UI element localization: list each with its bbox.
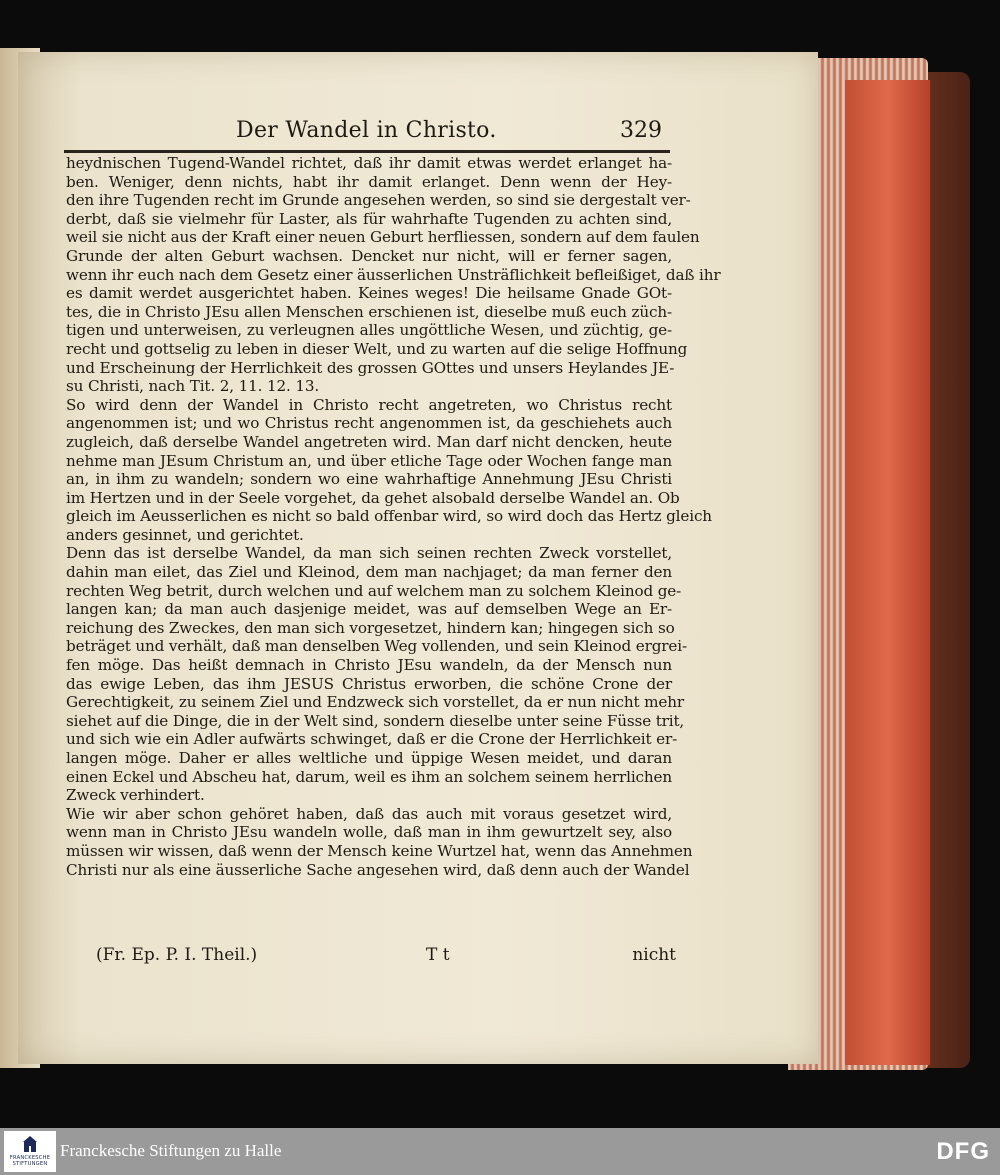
text-line: wenn ihr euch nach dem Gesetz einer äusserlichen Unsträflichkeit befleißiget, daß ihr [66, 265, 721, 284]
page-header [236, 118, 676, 152]
text-line: langen möge. Daher er alles weltliche und üppige Wesen meidet, und daran [66, 749, 672, 767]
text-line: angenommen ist; und wo Christus recht angenommen ist, da geschiehets auch [66, 414, 672, 433]
text-line: einen Eckel und Abscheu hat, darum, weil es ihm an solchem seinem herrlichen [66, 767, 672, 786]
text-line: müssen wir wissen, daß wenn der Mensch keine Wurtzel hat, wenn das Annehmen [66, 841, 693, 860]
signature-line: (Fr. Ep. P. I. Theil.) [96, 945, 258, 965]
text-line: tigen und unterweisen, zu verleugnen alles ungöttliche Wesen, und züchtig, ge- [66, 321, 672, 340]
text-line: wenn man in Christo JEsu wandeln wolle, daß man in ihm gewurtzelt sey, also [66, 823, 672, 842]
red-page-edges [845, 80, 930, 1065]
text-line: ben. Weniger, denn nichts, habt ihr damit erlanget. Denn wenn der Hey- [66, 172, 672, 191]
page-footer [96, 945, 676, 969]
text-line: anders gesinnet, und gerichtet. [66, 525, 304, 544]
catchword: nicht [632, 945, 676, 965]
text-line: dahin man eilet, das Ziel und Kleinod, dem man nachjaget; da man ferner den [66, 563, 672, 582]
text-line: den ihre Tugenden recht im Grunde angesehen werden, so sind sie dergestalt ver- [66, 191, 691, 210]
text-line: Wie wir aber schon gehöret haben, daß das auch mit voraus gesetzet wird, [66, 804, 672, 823]
text-line: langen kan; da man auch dasjenige meidet, was auf demselben Wege an Er- [66, 600, 672, 619]
text-line: es damit werdet ausgerichtet haben. Keines weges! Die heilsame Gnade GOt- [66, 284, 672, 303]
text-line: derbt, daß sie vielmehr für Laster, als für wahrhafte Tugenden zu achten sind, [66, 209, 672, 228]
text-line: heydnischen Tugend-Wandel richtet, daß ihr damit etwas werdet erlanget ha- [66, 154, 672, 172]
text-line: fen möge. Das heißt demnach in Christo JEsu wandeln, da der Mensch nun [66, 656, 672, 675]
text-line: Zweck verhindert. [66, 786, 205, 805]
sheet-mark: T t [426, 945, 450, 965]
text-line: Denn das ist derselbe Wandel, da man sich seinen rechten Zweck vorstellet, [66, 544, 672, 563]
dfg-logo[interactable]: DFG [936, 1138, 990, 1165]
text-line: beträget und verhält, daß man denselben Weg vollenden, und sein Kleinod ergrei- [66, 637, 687, 656]
text-line: gleich im Aeusserlichen es nicht so bald offenbar wird, so wird doch das Hertz gleich [66, 507, 712, 526]
text-line: an, in ihm zu wandeln; sondern wo eine wahrhaftige Annehmung JEsu Christi [66, 470, 672, 489]
text-line: zugleich, daß derselbe Wandel angetreten wird. Man darf nicht dencken, heute [66, 432, 672, 451]
text-line: rechten Weg betrit, durch welchen und auf welchem man zu solchem Kleinod ge- [66, 581, 682, 600]
text-line: recht und gottselig zu leben in dieser Welt, und zu warten auf die selige Hoffnung [66, 339, 688, 358]
text-line: Christi nur als eine äusserliche Sache angesehen wird, daß denn auch der Wandel [66, 860, 690, 879]
text-line: reichung des Zweckes, den man sich vorgesetzet, hindern kan; hingegen sich so [66, 618, 675, 637]
text-line: siehet auf die Dinge, die in der Welt sind, sondern dieselbe unter seine Füsse trit, [66, 711, 685, 730]
institution-logo[interactable] [4, 1131, 56, 1172]
institution-name[interactable]: Franckesche Stiftungen zu Halle [60, 1141, 282, 1160]
text-line: und Erscheinung der Herrlichkeit des grossen GOttes und unsers Heylandes JE- [66, 358, 675, 377]
text-line: su Christi, nach Tit. 2, 11. 12. 13. [66, 377, 320, 396]
text-line: Grunde der alten Geburt wachsen. Dencket nur nicht, will er ferner sagen, [66, 246, 672, 265]
text-line: So wird denn der Wandel in Christo recht angetreten, wo Christus recht [66, 395, 672, 414]
text-line: und sich wie ein Adler aufwärts schwinget, daß er die Crone der Herrlichkeit er- [66, 730, 678, 749]
page-number: 329 [620, 118, 662, 143]
header-rule [64, 150, 670, 153]
text-line: im Hertzen und in der Seele vorgehet, da gehet alsobald derselbe Wandel an. Ob [66, 488, 680, 507]
body-text [66, 154, 721, 879]
logo-text: FRANCKESCHE STIFTUNGEN [9, 1155, 51, 1167]
viewer-bottom-bar [0, 1128, 1000, 1175]
building-icon [22, 1135, 38, 1153]
text-line: Gerechtigkeit, zu seinem Ziel und Endzweck sich vorstellet, da er nun nicht mehr [66, 693, 684, 712]
text-line: weil sie nicht aus der Kraft einer neuen Geburt herfliessen, sondern auf dem faulen [66, 228, 700, 247]
text-line: tes, die in Christo JEsu allen Menschen erschienen ist, dieselbe muß euch züch- [66, 302, 672, 321]
text-line: das ewige Leben, das ihm JESUS Christus erworben, die schöne Crone der [66, 674, 672, 693]
running-title: Der Wandel in Christo. [236, 118, 497, 143]
text-line: nehme man JEsum Christum an, und über etliche Tage oder Wochen fange man [66, 451, 672, 470]
